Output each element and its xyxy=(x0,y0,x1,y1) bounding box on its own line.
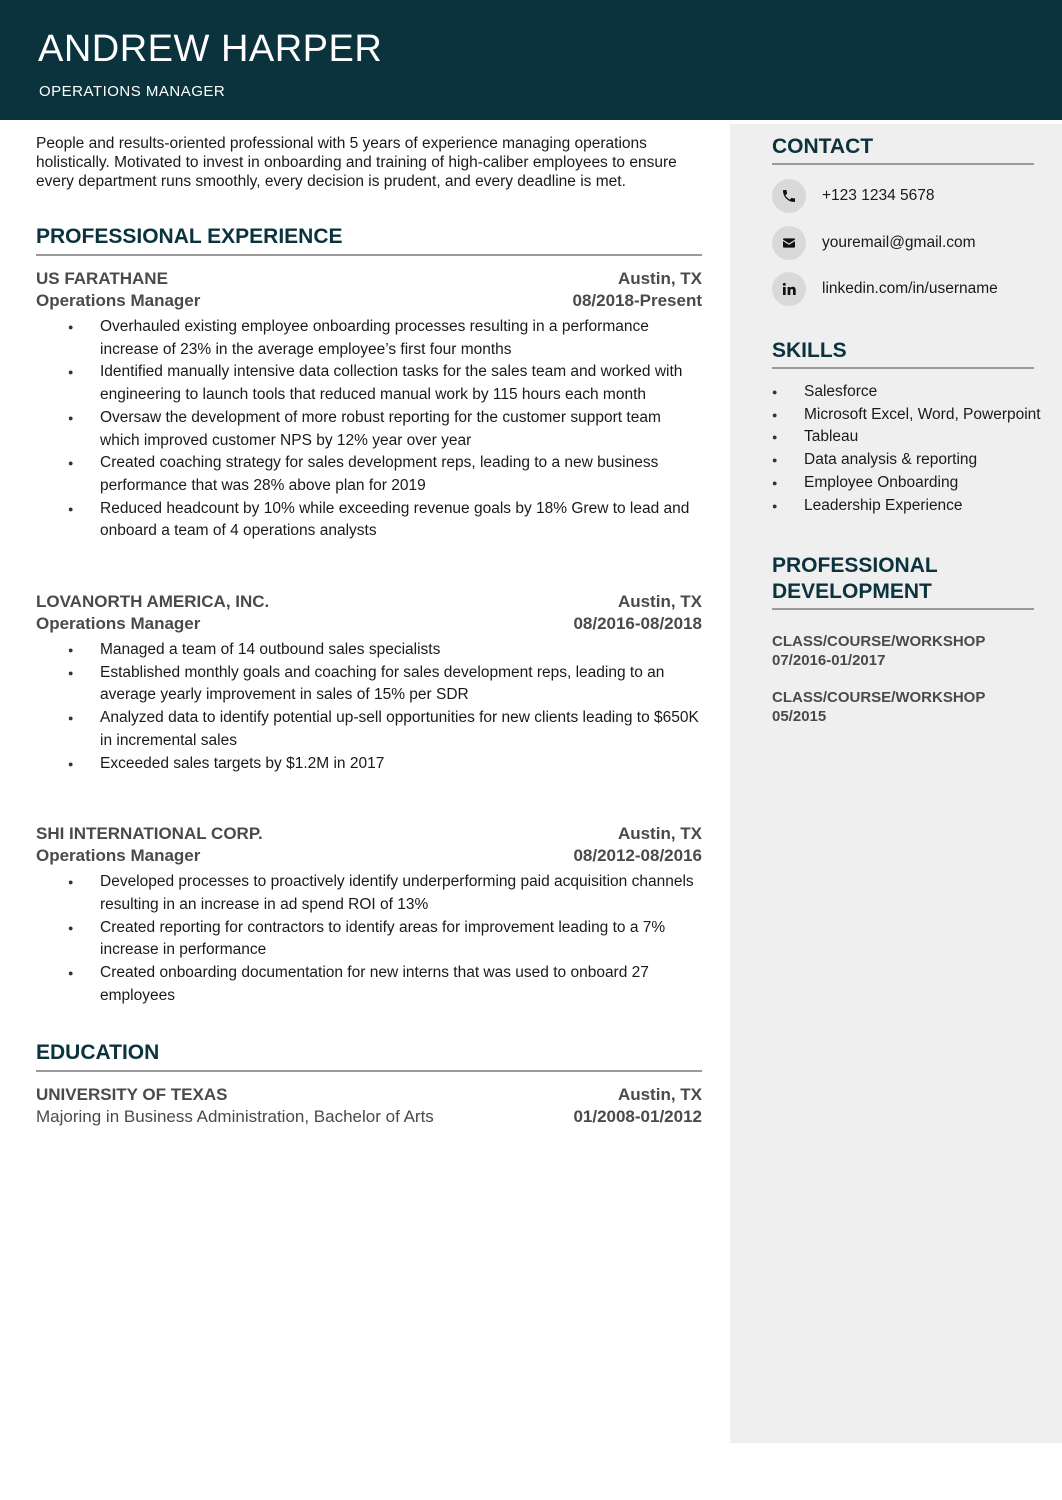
envelope-icon xyxy=(772,226,806,260)
sidebar xyxy=(772,134,1041,726)
email-address[interactable]: youremail@gmail.com xyxy=(822,233,976,251)
job-location: Austin, TX xyxy=(617,269,702,288)
job-dates: 08/2012-08/2016 xyxy=(573,846,702,866)
education-entry xyxy=(36,1084,702,1128)
development-item-dates: 05/2015 xyxy=(772,708,827,726)
list-item: ● Reduced headcount by 10% while exceeding revenue goals by 18% Grew to lead and onboard a team of 4 operations analysts xyxy=(36,498,702,543)
experience-heading: PROFESSIONAL EXPERIENCE xyxy=(36,225,702,256)
job-entry xyxy=(36,268,702,543)
job-entry xyxy=(36,591,702,775)
summary-text: People and results-oriented professional with 5 years of experience managing operations holistically. Motivated to invest in onboarding and training of high-caliber employees to ensure every department runs smoothly, every decision is prudent, and every deadline is met. xyxy=(36,135,677,190)
list-item: ● Created onboarding documentation for new interns that was used to onboard 27 employees xyxy=(36,962,702,1007)
job-role: Operations Manager xyxy=(36,614,201,634)
company-name: LOVANORTH AMERICA, INC. xyxy=(36,592,270,612)
job-bullets xyxy=(36,316,702,543)
job-bullets xyxy=(36,871,702,1007)
list-item: ● Data analysis & reporting xyxy=(772,449,1034,472)
list-item: ● Established monthly goals and coaching for sales development reps, leading to an average yearly improvement in sales of 15% per SDR xyxy=(36,662,702,707)
job-role: Operations Manager xyxy=(36,291,201,310)
phone-icon xyxy=(772,179,806,213)
job-role: Operations Manager xyxy=(36,846,201,866)
development-item xyxy=(772,632,1034,670)
job-header-row xyxy=(36,823,702,845)
contact-heading: CONTACT xyxy=(772,134,1034,165)
list-item: ● Oversaw the development of more robust reporting for the customer support team which improved customer NPS by 12% year over year xyxy=(36,407,702,452)
development-item xyxy=(772,688,1034,726)
job-header-row xyxy=(36,591,702,613)
job-bullets xyxy=(36,639,702,775)
education-degree-row xyxy=(36,1106,702,1128)
list-item: ● Tableau xyxy=(772,426,1034,449)
development-heading-line1: PROFESSIONAL xyxy=(772,554,938,578)
education-heading: EDUCATION xyxy=(36,1041,702,1072)
list-item: ● Managed a team of 14 outbound sales specialists xyxy=(36,639,702,662)
job-dates: 08/2018-Present xyxy=(572,291,702,310)
list-item: ● Identified manually intensive data collection tasks for the sales team and worked with engineering to launch tools that reduced manual work by 115 hours each month xyxy=(36,361,702,406)
resume-header xyxy=(0,0,1062,120)
development-heading-line2: DEVELOPMENT xyxy=(772,580,932,604)
company-name: SHI INTERNATIONAL CORP. xyxy=(36,824,263,844)
development-item-name: CLASS/COURSE/WORKSHOP xyxy=(772,689,986,707)
skills-list xyxy=(772,381,1041,517)
job-header-row xyxy=(36,268,702,290)
list-item: ● Developed processes to proactively identify underperforming paid acquisition channels resulting in an increase in ad spend ROI of 13% xyxy=(36,871,702,916)
education-dates: 01/2008-01/2012 xyxy=(573,1107,702,1127)
school-name: UNIVERSITY OF TEXAS xyxy=(36,1085,228,1105)
list-item: ● Microsoft Excel, Word, Powerpoint xyxy=(772,404,1034,427)
job-location: Austin, TX xyxy=(617,824,702,844)
development-item-name: CLASS/COURSE/WORKSHOP xyxy=(772,633,986,651)
candidate-title: OPERATIONS MANAGER xyxy=(39,83,226,100)
contact-email xyxy=(772,226,1034,260)
job-location: Austin, TX xyxy=(617,592,702,612)
job-role-row xyxy=(36,290,702,312)
job-entry xyxy=(36,823,702,1007)
list-item: ● Leadership Experience xyxy=(772,495,1034,518)
contact-list xyxy=(772,179,1034,306)
list-item: ● Overhauled existing employee onboarding processes resulting in a performance increase of 23% in the average employee’s first four months xyxy=(36,316,702,361)
contact-phone xyxy=(772,179,1034,213)
list-item: ● Created reporting for contractors to identify areas for improvement leading to a 7% increase in performance xyxy=(36,917,702,962)
job-role-row xyxy=(36,613,702,635)
main-column xyxy=(36,134,702,1128)
list-item: ● Exceeded sales targets by $1.2M in 2017 xyxy=(36,753,702,776)
skills-heading: SKILLS xyxy=(772,338,1034,369)
development-item-dates: 07/2016-01/2017 xyxy=(772,652,886,670)
job-dates: 08/2016-08/2018 xyxy=(573,614,702,634)
degree-text: Majoring in Business Administration, Bachelor of Arts xyxy=(36,1107,434,1127)
candidate-name: ANDREW HARPER xyxy=(38,28,383,70)
company-name: US FARATHANE xyxy=(36,269,168,288)
phone-number: +123 1234 5678 xyxy=(822,187,935,204)
list-item: ● Employee Onboarding xyxy=(772,472,1034,495)
job-role-row xyxy=(36,845,702,867)
linkedin-url[interactable]: linkedin.com/in/username xyxy=(822,280,998,297)
school-location: Austin, TX xyxy=(617,1085,702,1105)
linkedin-icon xyxy=(772,272,806,306)
list-item: ● Analyzed data to identify potential up-sell opportunities for new clients leading to $650K in incremental sales xyxy=(36,707,702,752)
education-header-row xyxy=(36,1084,702,1106)
list-item: ● Salesforce xyxy=(772,381,1034,404)
contact-linkedin xyxy=(772,272,1034,306)
development-heading xyxy=(772,553,1034,610)
list-item: ● Created coaching strategy for sales development reps, leading to a new business performance that was 28% above plan for 2019 xyxy=(36,452,702,497)
